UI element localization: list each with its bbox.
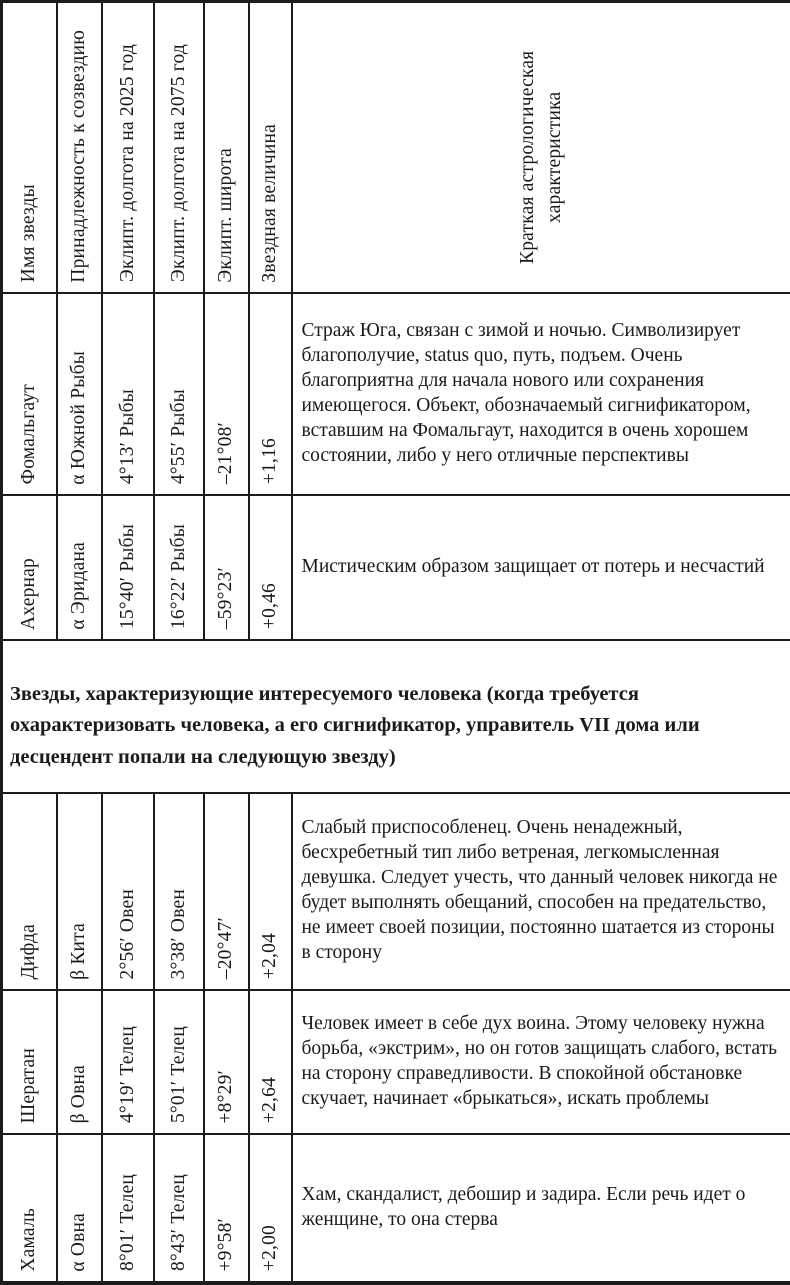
star-name-cell bbox=[2, 495, 57, 640]
magnitude-cell bbox=[249, 1134, 292, 1283]
longitude-2075-value: 16°22′ Рыбы bbox=[167, 524, 189, 630]
latitude-cell bbox=[204, 1134, 249, 1283]
header-star-name-label: Имя звезды bbox=[18, 184, 40, 283]
constellation-cell bbox=[57, 1134, 102, 1283]
latitude-value: –20°47′ bbox=[215, 917, 236, 980]
row-sheratan bbox=[2, 990, 790, 1134]
row-hamal bbox=[2, 1134, 790, 1283]
latitude-value: +9°58′ bbox=[215, 1217, 236, 1272]
magnitude-cell bbox=[249, 293, 292, 495]
longitude-2075-value: 4°55′ Рыбы bbox=[167, 389, 189, 485]
section-row bbox=[2, 640, 790, 793]
constellation-cell bbox=[57, 495, 102, 640]
constellation-cell bbox=[57, 990, 102, 1134]
magnitude-value: +2,64 bbox=[259, 1077, 280, 1124]
magnitude-value: +0,46 bbox=[259, 583, 280, 630]
latitude-value: –21°08′ bbox=[215, 422, 236, 485]
star-name-value: Хамаль bbox=[18, 1207, 40, 1272]
longitude-2025-cell bbox=[102, 793, 154, 990]
row-achernar bbox=[2, 495, 790, 640]
section-note: Звезды, характеризующие интересуемого человека (когда требуется охарактеризовать человека, а его сигнификатор, управитель VII дома или десцендент попали на следующую звезду) bbox=[2, 640, 790, 793]
header-description-label: Краткая астрологическая характеристика bbox=[517, 49, 566, 264]
longitude-2025-cell bbox=[102, 495, 154, 640]
header-longitude-2025-cell bbox=[102, 2, 154, 293]
header-description-cell bbox=[292, 2, 790, 293]
header-constellation-label: Принадлежность к созвездию bbox=[68, 29, 89, 283]
constellation-cell bbox=[57, 293, 102, 495]
description-cell: Страж Юга, связан с зимой и ночью. Символизирует благополучие, status quo, путь, подъем. Очень благоприятна для начала нового или сохранения имеющегося. Объект, обозначаемый сигнификатором, вставшим на Фомальгаут, находится в очень хорошем состоянии, либо у него отличные перспективы bbox=[292, 293, 790, 495]
longitude-2025-value: 4°13′ Рыбы bbox=[116, 389, 138, 485]
header-latitude-label: Эклипт. широта bbox=[215, 147, 236, 283]
longitude-2075-value: 5°01′ Телец bbox=[167, 1026, 189, 1124]
longitude-2075-cell bbox=[154, 293, 204, 495]
star-name-cell bbox=[2, 293, 57, 495]
magnitude-value: +2,04 bbox=[259, 933, 280, 980]
latitude-cell bbox=[204, 990, 249, 1134]
row-fomalhaut bbox=[2, 293, 790, 495]
latitude-value: +8°29′ bbox=[215, 1069, 236, 1124]
longitude-2025-value: 2°56′ Овен bbox=[116, 889, 138, 980]
magnitude-value: +2,00 bbox=[259, 1225, 280, 1272]
latitude-cell bbox=[204, 495, 249, 640]
star-name-value: Дифда bbox=[18, 924, 40, 980]
longitude-2025-cell bbox=[102, 990, 154, 1134]
description-cell: Хам, скандалист, дебошир и задира. Если речь идет о женщине, то она стерва bbox=[292, 1134, 790, 1283]
latitude-cell bbox=[204, 793, 249, 990]
longitude-2025-cell bbox=[102, 1134, 154, 1283]
header-longitude-2025-label: Эклипт. долгота на 2025 год bbox=[116, 44, 138, 283]
star-name-value: Шератан bbox=[18, 1048, 40, 1124]
header-magnitude-cell bbox=[249, 2, 292, 293]
header-latitude-cell bbox=[204, 2, 249, 293]
longitude-2075-value: 3°38′ Овен bbox=[167, 889, 189, 980]
latitude-cell bbox=[204, 293, 249, 495]
constellation-value: α Южной Рыбы bbox=[68, 350, 89, 485]
description-cell: Человек имеет в себе дух воина. Этому человеку нужна борьба, «экстрим», но он готов защищать слабого, встать на сторону справедливости. В спокойной обстановке скучает, начинает «брыкаться», искать проблемы bbox=[292, 990, 790, 1134]
header-longitude-2075-label: Эклипт. долгота на 2075 год bbox=[167, 44, 189, 283]
header-constellation-cell bbox=[57, 2, 102, 293]
description-cell: Слабый приспособленец. Очень ненадежный, бесхребетный тип либо ветреная, легкомысленная девушка. Следует учесть, что данный человек никогда не будет выполнять обещаний, способен на предательство, не имеет своей позиции, постоянно шатается из стороны в сторону bbox=[292, 793, 790, 990]
star-name-cell bbox=[2, 793, 57, 990]
longitude-2025-value: 8°01′ Телец bbox=[116, 1174, 138, 1272]
header-row bbox=[2, 2, 790, 293]
star-name-value: Ахернар bbox=[18, 557, 40, 630]
longitude-2025-value: 15°40′ Рыбы bbox=[116, 524, 138, 630]
star-name-cell bbox=[2, 990, 57, 1134]
longitude-2075-cell bbox=[154, 1134, 204, 1283]
header-magnitude-label: Звездная величина bbox=[259, 123, 280, 283]
magnitude-cell bbox=[249, 990, 292, 1134]
row-diphda bbox=[2, 793, 790, 990]
latitude-value: –59°23′ bbox=[215, 567, 236, 630]
magnitude-cell bbox=[249, 495, 292, 640]
constellation-value: α Овна bbox=[68, 1212, 89, 1272]
longitude-2075-cell bbox=[154, 990, 204, 1134]
constellation-cell bbox=[57, 793, 102, 990]
magnitude-value: +1,16 bbox=[259, 438, 280, 485]
header-star-name-cell bbox=[2, 2, 57, 293]
longitude-2025-cell bbox=[102, 293, 154, 495]
star-name-cell bbox=[2, 1134, 57, 1283]
constellation-value: α Эридана bbox=[68, 541, 89, 630]
constellation-value: β Овна bbox=[68, 1065, 89, 1124]
constellation-value: β Кита bbox=[68, 922, 89, 980]
magnitude-cell bbox=[249, 793, 292, 990]
longitude-2075-value: 8°43′ Телец bbox=[167, 1174, 189, 1272]
longitude-2075-cell bbox=[154, 793, 204, 990]
description-cell: Мистическим образом защищает от потерь и несчастий bbox=[292, 495, 790, 640]
star-name-value: Фомальгаут bbox=[18, 384, 40, 485]
header-longitude-2075-cell bbox=[154, 2, 204, 293]
longitude-2025-value: 4°19′ Телец bbox=[116, 1026, 138, 1124]
longitude-2075-cell bbox=[154, 495, 204, 640]
